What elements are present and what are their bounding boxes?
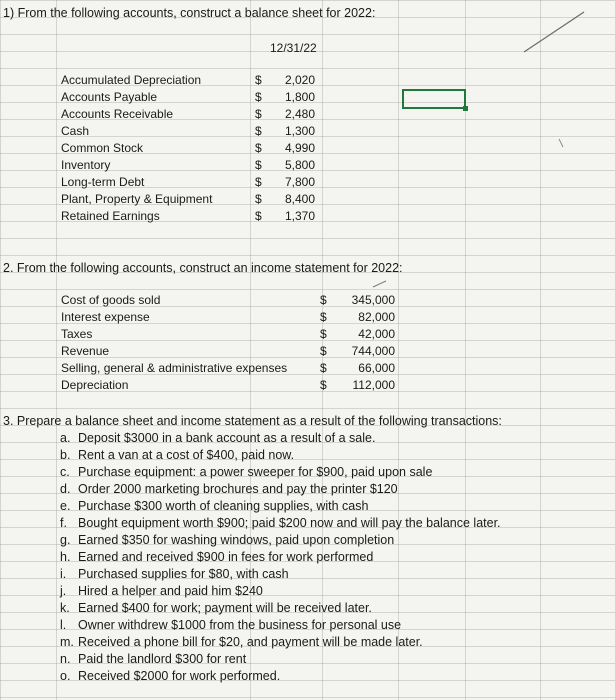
list-item-text: Order 2000 marketing brochures and pay the printer $120 xyxy=(78,482,398,496)
q1-row-name: Retained Earnings xyxy=(61,209,160,223)
list-item-letter: j. xyxy=(60,584,67,598)
q2-row-value: 744,000 xyxy=(351,344,395,358)
list-item xyxy=(60,634,423,651)
q1-row-name: Plant, Property & Equipment xyxy=(61,192,213,206)
q1-row-name: Inventory xyxy=(61,158,111,172)
pen-mark-icon xyxy=(555,135,575,155)
q1-row-currency: $ xyxy=(255,90,262,104)
q2-row-currency: $ xyxy=(320,327,327,341)
list-item-text: Earned $350 for washing windows, paid upon completion xyxy=(78,533,395,547)
grid-column-line xyxy=(56,0,57,700)
q1-row-currency: $ xyxy=(255,141,262,155)
q2-row-value: 66,000 xyxy=(358,361,395,375)
q1-date-header: 12/31/22 xyxy=(270,41,317,55)
q2-row-currency: $ xyxy=(320,310,327,324)
q1-row-name: Accumulated Depreciation xyxy=(61,73,202,87)
list-item-text: Rent a van at a cost of $400, paid now. xyxy=(78,448,295,462)
list-item xyxy=(60,583,263,600)
q1-row-value: 4,990 xyxy=(284,141,315,155)
pen-mark-icon xyxy=(370,278,390,290)
q1-row-name: Accounts Receivable xyxy=(61,107,174,121)
fill-handle[interactable] xyxy=(463,106,468,111)
list-item-letter: g. xyxy=(60,533,71,547)
q1-row-currency: $ xyxy=(255,158,262,172)
list-item-text: Hired a helper and paid him $240 xyxy=(78,584,263,598)
list-item-letter: h. xyxy=(60,550,71,564)
list-item xyxy=(60,447,294,464)
list-item xyxy=(60,430,375,447)
q2-title: 2. From the following accounts, construct an income statement for 2022: xyxy=(3,261,403,275)
list-item xyxy=(60,498,368,515)
q1-row-name: Cash xyxy=(61,124,90,138)
q1-row-currency: $ xyxy=(255,192,262,206)
q1-row-name: Accounts Payable xyxy=(61,90,158,104)
list-item-letter: o. xyxy=(60,669,71,683)
list-item-text: Owner withdrew $1000 from the business for personal use xyxy=(78,618,402,632)
q2-row-value: 42,000 xyxy=(358,327,395,341)
list-item-letter: a. xyxy=(60,431,71,445)
list-item xyxy=(60,668,280,685)
q2-row-name: Depreciation xyxy=(61,378,129,392)
q2-row-name: Revenue xyxy=(61,344,110,358)
list-item-text: Paid the landlord $300 for rent xyxy=(78,652,247,666)
list-item-letter: d. xyxy=(60,482,71,496)
list-item-text: Purchase equipment: a power sweeper for $900, paid upon sale xyxy=(78,465,433,479)
q2-row-name: Taxes xyxy=(61,327,93,341)
list-item-letter: m. xyxy=(60,635,74,649)
q1-row-currency: $ xyxy=(255,124,262,138)
list-item-letter: k. xyxy=(60,601,70,615)
q2-row-name: Selling, general & administrative expenses xyxy=(61,361,288,375)
list-item xyxy=(60,532,394,549)
list-item-letter: n. xyxy=(60,652,71,666)
list-item-text: Received $2000 for work performed. xyxy=(78,669,281,683)
q2-row-currency: $ xyxy=(320,344,327,358)
q3-title: 3. Prepare a balance sheet and income statement as a result of the following transactions: xyxy=(3,414,502,428)
pen-stroke-icon xyxy=(520,8,590,58)
q1-row-currency: $ xyxy=(255,73,262,87)
q1-row-currency: $ xyxy=(255,107,262,121)
list-item xyxy=(60,651,246,668)
list-item-letter: f. xyxy=(60,516,67,530)
list-item-text: Earned $400 for work; payment will be received later. xyxy=(78,601,372,615)
selected-cell[interactable] xyxy=(402,89,466,109)
list-item-letter: e. xyxy=(60,499,71,513)
list-item xyxy=(60,600,372,617)
q1-title: 1) From the following accounts, construct a balance sheet for 2022: xyxy=(3,6,376,20)
list-item xyxy=(60,464,432,481)
q2-row-name: Interest expense xyxy=(61,310,150,324)
list-item-text: Bought equipment worth $900; paid $200 now and will pay the balance later. xyxy=(78,516,501,530)
q2-row-value: 112,000 xyxy=(352,378,395,392)
list-item-text: Purchase $300 worth of cleaning supplies, with cash xyxy=(78,499,369,513)
q1-row-name: Long-term Debt xyxy=(61,175,145,189)
list-item-letter: i. xyxy=(60,567,67,581)
list-item xyxy=(60,515,501,532)
q2-row-currency: $ xyxy=(320,378,327,392)
q2-row-value: 82,000 xyxy=(358,310,395,324)
q1-row-currency: $ xyxy=(255,175,262,189)
list-item-letter: b. xyxy=(60,448,71,462)
list-item-text: Deposit $3000 in a bank account as a result of a sale. xyxy=(78,431,376,445)
q1-row-value: 7,800 xyxy=(284,175,315,189)
list-item xyxy=(60,481,398,498)
grid-column-line xyxy=(398,0,399,700)
list-item-text: Received a phone bill for $20, and payment will be made later. xyxy=(78,635,423,649)
list-item-text: Purchased supplies for $80, with cash xyxy=(78,567,289,581)
q1-row-value: 1,800 xyxy=(284,90,315,104)
q1-row-value: 8,400 xyxy=(284,192,315,206)
q1-row-value: 1,300 xyxy=(284,124,315,138)
list-item-letter: l. xyxy=(60,618,67,632)
q1-row-value: 2,020 xyxy=(284,73,315,87)
q1-row-value: 2,480 xyxy=(284,107,315,121)
list-item xyxy=(60,617,401,634)
q2-row-name: Cost of goods sold xyxy=(61,293,161,307)
list-item xyxy=(60,549,373,566)
list-item-text: Earned and received $900 in fees for work performed xyxy=(78,550,374,564)
q1-row-value: 1,370 xyxy=(284,209,315,223)
q2-row-currency: $ xyxy=(320,361,327,375)
q1-row-value: 5,800 xyxy=(284,158,315,172)
list-item xyxy=(60,566,289,583)
q2-row-value: 345,000 xyxy=(351,293,395,307)
q1-row-name: Common Stock xyxy=(61,141,144,155)
q2-row-currency: $ xyxy=(320,293,327,307)
grid-column-line xyxy=(540,0,541,700)
q1-row-currency: $ xyxy=(255,209,262,223)
list-item-letter: c. xyxy=(60,465,70,479)
